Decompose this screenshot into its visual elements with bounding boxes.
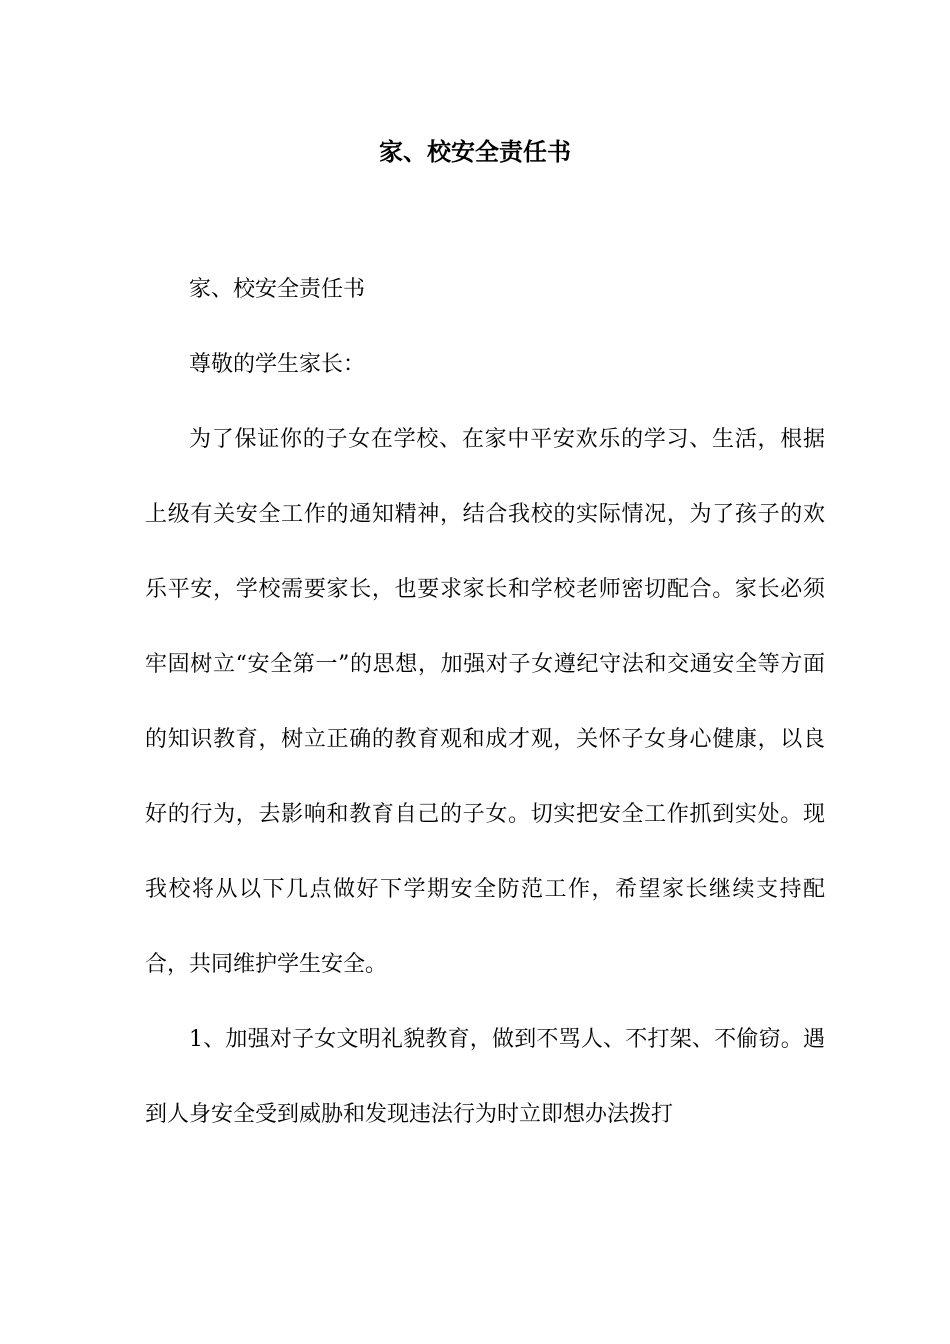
paragraph-intro: 为了保证你的子女在学校、在家中平安欢乐的学习、生活，根据上级有关安全工作的通知精神，结合我校的实际情况，为了孩子的欢乐平安，学校需要家长，也要求家长和学校老师密切配合。家长必须牢固树立“安全第一”的思想，加强对子女遵纪守法和交通安全等方面的知识教育，树立正确的教育观和成才观，关怀子女身心健康，以良好的行为，去影响和教育自己的子女。切实把安全工作抓到实处。现我校将从以下几点做好下学期安全防范工作，希望家长继续支持配合，共同维护学生安全。 [145,427,825,977]
document-body [145,252,825,1152]
paragraph-subtitle: 家、校安全责任书 [189,277,366,302]
document-title: 家、校安全责任书 [379,137,571,166]
paragraph-salutation: 尊敬的学生家长： [189,352,366,377]
paragraph-item-1: 1、加强对子女文明礼貌教育，做到不骂人、不打架、不偷窃。遇到人身安全受到威胁和发现违法行为时立即想办法拨打 [145,1027,825,1127]
